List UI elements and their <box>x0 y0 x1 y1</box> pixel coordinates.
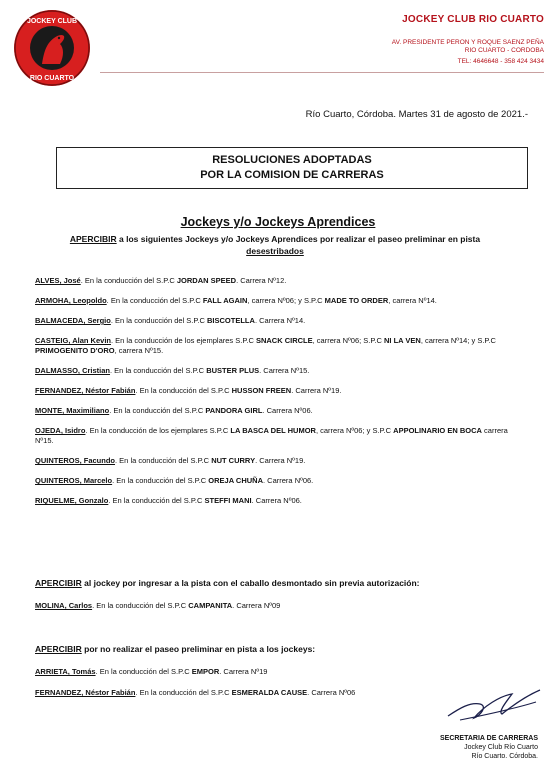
dateline: Río Cuarto, Córdoba. Martes 31 de agosto de 2021.- <box>305 109 528 120</box>
horse-name: OREJA CHUÑA <box>208 476 264 485</box>
signature-city: Río Cuarto. Córdoba. <box>471 753 538 760</box>
svg-text:RIO CUARTO: RIO CUARTO <box>29 75 75 82</box>
handwritten-signature <box>440 686 550 726</box>
entry-text: . En la conducción del S.P.C <box>95 667 192 676</box>
list-item <box>35 336 517 356</box>
list-item <box>35 601 517 611</box>
jockey-name: RIQUELME, Gonzalo <box>35 496 109 505</box>
entry-text: . En la conducción del S.P.C <box>80 276 177 285</box>
section1-intro-text: a los siguientes Jockeys y/o Jockeys Aprendices por realizar el paseo preliminar en pista <box>116 234 481 244</box>
organization-header <box>304 14 544 65</box>
section3-intro <box>35 644 517 655</box>
entry-text: , carrera Nº15. <box>114 346 164 355</box>
horse-name: PRIMOGENITO D'ORO <box>35 346 115 355</box>
horse-name: BISCOTELLA <box>207 316 255 325</box>
jockey-name: QUINTEROS, Marcelo <box>35 476 113 485</box>
horse-name: ESMERALDA CAUSE <box>231 688 308 697</box>
entry-text: , carrera Nº06; S.P.C <box>312 336 385 345</box>
entry-text: . Carrera Nº09 <box>232 601 281 610</box>
section2-intro <box>35 578 517 589</box>
list-item <box>35 667 517 677</box>
entry-text: . En la conducción del S.P.C <box>109 406 206 415</box>
jockey-name: QUINTEROS, Facundo <box>35 456 116 465</box>
list-item <box>35 366 517 376</box>
horse-name: PANDORA GIRL <box>205 406 263 415</box>
organization-name: JOCKEY CLUB RIO CUARTO <box>402 14 544 25</box>
jockey-club-logo <box>12 8 92 88</box>
entry-text: , carrera Nº14; y S.P.C <box>420 336 496 345</box>
sanction-list <box>35 276 517 516</box>
horse-name: CAMPANITA <box>188 601 233 610</box>
title-line-2: POR LA COMISION DE CARRERAS <box>200 169 384 181</box>
apercibir-label: APERCIBIR <box>35 644 82 654</box>
list-item <box>35 426 517 446</box>
entry-text: . Carrera Nº15. <box>259 366 310 375</box>
horse-name: HUSSON FREEN <box>231 386 292 395</box>
title-line-1: RESOLUCIONES ADOPTADAS <box>212 154 372 166</box>
entry-text: . En la conducción del S.P.C <box>115 456 212 465</box>
entry-text: , carrera Nº06; y S.P.C <box>315 426 394 435</box>
list-item <box>35 496 517 506</box>
horse-name: NUT CURRY <box>211 456 256 465</box>
horse-name: APPOLINARIO EN BOCA <box>393 426 482 435</box>
jockey-name: DALMASSO, Cristian <box>35 366 111 375</box>
header-divider <box>100 72 544 73</box>
entry-text: . Carrera Nº19. <box>291 386 342 395</box>
jockey-name: FERNANDEZ, Néstor Fabián <box>35 688 136 697</box>
list-item <box>35 276 517 286</box>
signature-org: Jockey Club Río Cuarto <box>464 744 538 751</box>
jockey-name: OJEDA, Isidro <box>35 426 86 435</box>
jockey-name: BALMACEDA, Sergio <box>35 316 111 325</box>
list-item <box>35 476 517 486</box>
entry-text: . Carrera Nº06. <box>262 406 313 415</box>
apercibir-label: APERCIBIR <box>35 578 82 588</box>
jockey-name: FERNANDEZ, Néstor Fabián <box>35 386 136 395</box>
svg-text:JOCKEY CLUB: JOCKEY CLUB <box>26 18 78 25</box>
section-heading: Jockeys y/o Jockeys Aprendices <box>180 215 376 229</box>
horse-name: FALL AGAIN <box>202 296 248 305</box>
entry-text: . Carrera Nº06. <box>251 496 302 505</box>
signature-title: SECRETARIA DE CARRERAS <box>439 735 538 742</box>
jockey-name: ARRIETA, Tomás <box>35 667 96 676</box>
signature-block <box>440 734 538 761</box>
entry-text: . En la conducción del S.P.C <box>112 476 209 485</box>
list-item <box>35 406 517 416</box>
horse-name: JORDAN SPEED <box>176 276 237 285</box>
list-item <box>35 316 517 326</box>
entry-text: . Carrera Nº06. <box>263 476 314 485</box>
address-line-1: AV. PRESIDENTE PERON Y ROQUE SAENZ PEÑA <box>391 39 544 46</box>
horse-name: NI LA VEN <box>384 336 421 345</box>
entry-text: . Carrera Nº12. <box>236 276 287 285</box>
jockey-name: MONTE, Maximiliano <box>35 406 110 415</box>
horse-name: MADE TO ORDER <box>324 296 389 305</box>
address-line-2: RIO CUARTO - CORDOBA <box>464 47 544 54</box>
section1-intro-end: desestribados <box>246 246 304 256</box>
list-item <box>35 456 517 466</box>
entry-text: , carrera Nº06; y S.P.C <box>247 296 325 305</box>
telephone: TEL: 4646648 - 358 424 3434 <box>457 58 544 65</box>
entry-text: . En la conducción del S.P.C <box>92 601 189 610</box>
entry-text: . En la conducción del S.P.C <box>135 386 232 395</box>
entry-text: carrera Nº15. <box>35 426 508 445</box>
entry-text: . En la conducción del S.P.C <box>110 316 208 325</box>
jockey-name: ARMOHA, Leopoldo <box>35 296 107 305</box>
entry-text: . En la conducción de los ejemplares S.P.C <box>85 426 231 435</box>
horse-name: SNACK CIRCLE <box>255 336 313 345</box>
entry-text: . Carrera Nº19. <box>255 456 306 465</box>
entry-text: . En la conducción de los ejemplares S.P.C <box>111 336 256 345</box>
jockey-name: MOLINA, Carlos <box>35 601 93 610</box>
resolution-title-box <box>56 147 528 189</box>
entry-text: . En la conducción del S.P.C <box>135 688 232 697</box>
jockey-name: CASTEIG, Alan Kevin <box>35 336 111 345</box>
list-item <box>35 296 517 306</box>
entry-text: . En la conducción del S.P.C <box>110 366 207 375</box>
section2-intro-text: al jockey por ingresar a la pista con el caballo desmontado sin previa autorización: <box>81 578 420 588</box>
list-item <box>35 386 517 396</box>
section3-intro-text: por no realizar el paseo preliminar en pista a los jockeys: <box>81 644 316 654</box>
horse-name: EMPOR <box>191 667 220 676</box>
entry-text: , carrera Nº14. <box>388 296 437 305</box>
entry-text: . Carrera Nº19 <box>219 667 268 676</box>
horse-name: BUSTER PLUS <box>206 366 260 375</box>
jockey-name: ALVES, José <box>35 276 81 285</box>
entry-text: . En la conducción del S.P.C <box>106 296 203 305</box>
entry-text: . Carrera Nº06 <box>307 688 356 697</box>
section1-intro <box>35 233 515 257</box>
entry-text: . Carrera Nº14. <box>254 316 306 325</box>
apercibir-label: APERCIBIR <box>69 234 117 244</box>
horse-name: LA BASCA DEL HUMOR <box>230 426 316 435</box>
entry-text: . En la conducción del S.P.C <box>108 496 205 505</box>
horse-name: STEFFI MANI <box>204 496 252 505</box>
